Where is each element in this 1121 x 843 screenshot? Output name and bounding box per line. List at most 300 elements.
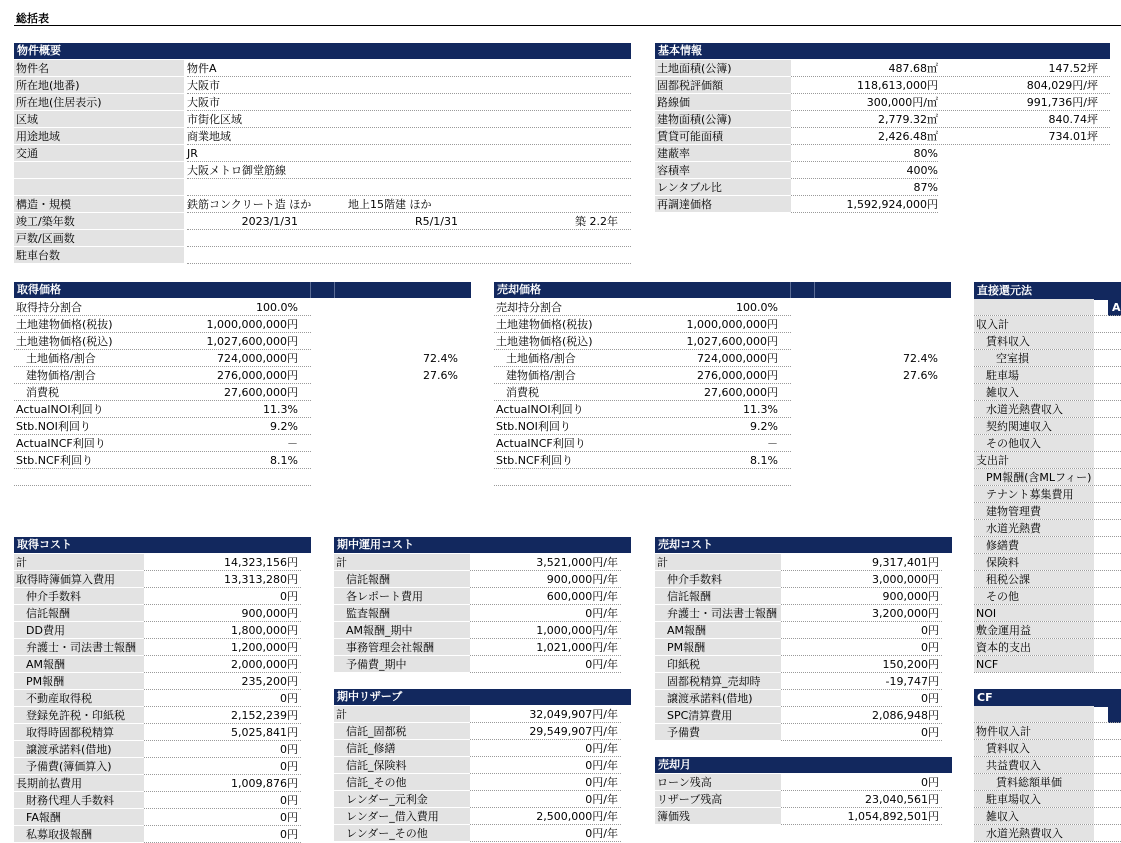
direct-cap-row xyxy=(974,333,1121,350)
acquisition-cost-row xyxy=(14,809,311,826)
acquisition-cost-label: PM報酬 xyxy=(14,673,144,689)
direct-cap-label: テナント募集費用 xyxy=(974,486,1094,502)
sale-price-ratio xyxy=(854,333,938,349)
basic-info-label: 賃貸可能面積 xyxy=(655,128,791,144)
title-divider xyxy=(14,25,1121,26)
acquisition-price-label: 消費税 xyxy=(26,386,59,399)
row-underline xyxy=(470,656,621,673)
row-underline xyxy=(781,808,942,825)
overview-value: 大阪市 xyxy=(187,96,220,109)
sale-cost-label: 弁護士・司法書士報酬 xyxy=(655,605,781,621)
sale-price-row xyxy=(494,333,951,350)
row-underline xyxy=(781,656,942,673)
direct-cap-row xyxy=(974,554,1121,571)
reserve-row xyxy=(334,808,631,825)
overview-value-3: 築 2.2年 xyxy=(575,215,618,228)
reserve-row xyxy=(334,740,631,757)
row-underline xyxy=(974,706,1121,723)
acquisition-cost-row xyxy=(14,758,311,775)
row-underline xyxy=(974,367,1121,384)
cf-label: 賃料収入 xyxy=(974,740,1094,756)
page-title: 総括表 xyxy=(16,12,49,25)
overview-row xyxy=(14,94,631,111)
acquisition-cost-label: 譲渡承諾料(借地) xyxy=(14,741,144,757)
sale-price-label: ActualNOI利回り xyxy=(496,403,584,416)
acquisition-cost-label: 計 xyxy=(14,554,144,570)
direct-cap-label: その他 xyxy=(974,588,1094,604)
sale-cost-row xyxy=(655,690,952,707)
sale-price-ratio: 27.6% xyxy=(903,369,938,382)
row-underline xyxy=(974,639,1121,656)
row-underline xyxy=(187,128,631,145)
row-underline xyxy=(187,179,631,196)
direct-cap-row xyxy=(974,299,1121,316)
sale-cost-label: 譲渡承諾料(借地) xyxy=(655,690,781,706)
acquisition-price-header: 取得価格 xyxy=(14,282,471,298)
acquisition-price-row xyxy=(14,469,471,486)
direct-cap-row xyxy=(974,520,1121,537)
operating-cost-label: 計 xyxy=(334,554,470,570)
sale-cost-label: 計 xyxy=(655,554,781,570)
row-underline xyxy=(144,741,301,758)
overview-label: 所在地(地番) xyxy=(14,77,184,93)
row-underline xyxy=(187,230,631,247)
cf-row xyxy=(974,825,1121,842)
direct-cap-label: 賃料収入 xyxy=(974,333,1094,349)
row-underline xyxy=(974,520,1121,537)
sale-price-ratio xyxy=(854,418,938,434)
basic-info-row xyxy=(655,196,1110,213)
reserve-row xyxy=(334,791,631,808)
basic-info-value-2: 734.01坪 xyxy=(1048,130,1098,143)
sale-price-value: 1,027,600,000円 xyxy=(686,335,778,348)
sale-price-value: 8.1% xyxy=(750,454,778,467)
reserve-value: 0円/年 xyxy=(585,827,618,840)
sale-price-row xyxy=(494,367,951,384)
acquisition-cost-row xyxy=(14,792,311,809)
acquisition-cost-label: 財務代理人手数料 xyxy=(14,792,144,808)
acquisition-cost-label: 取得時固都税精算 xyxy=(14,724,144,740)
basic-info-value: 87% xyxy=(913,181,938,194)
sale-price-value: － xyxy=(767,437,778,450)
direct-cap-label: 雑収入 xyxy=(974,384,1094,400)
row-underline xyxy=(494,367,791,384)
acquisition-price-value: 11.3% xyxy=(263,403,298,416)
operating-cost-label: 信託報酬 xyxy=(334,571,470,587)
acquisition-cost-row xyxy=(14,690,311,707)
sale-price-value: 11.3% xyxy=(743,403,778,416)
sale-price-label: 土地価格/割合 xyxy=(506,352,576,365)
row-underline xyxy=(781,639,942,656)
sale-cost-label: AM報酬 xyxy=(655,622,781,638)
acquisition-price-row xyxy=(14,452,471,469)
cf-label: 物件収入計 xyxy=(974,723,1094,739)
sale-price-row xyxy=(494,384,951,401)
cf-header: CF xyxy=(974,689,1121,707)
row-underline xyxy=(144,775,301,792)
row-underline xyxy=(974,808,1121,825)
basic-info-value-2: 804,029円/坪 xyxy=(1026,79,1098,92)
acquisition-cost-row xyxy=(14,554,311,571)
sale-price-label: ActualNCF利回り xyxy=(496,437,586,450)
sale-month-header: 売却月 xyxy=(655,757,952,773)
direct-cap-label: 修繕費 xyxy=(974,537,1094,553)
sale-price-label: 土地建物価格(税込) xyxy=(496,335,593,348)
overview-label: 構造・規模 xyxy=(14,196,184,212)
row-underline xyxy=(974,723,1121,740)
acquisition-price-ratio xyxy=(374,299,458,315)
sale-cost-row xyxy=(655,724,952,741)
row-underline xyxy=(791,111,1110,128)
operating-cost-row xyxy=(334,554,631,571)
reserve-label: レンダー_元利金 xyxy=(334,791,470,807)
row-underline xyxy=(144,673,301,690)
basic-info-label: 建蔽率 xyxy=(655,145,791,161)
row-underline xyxy=(974,791,1121,808)
sale-month-value: 0円 xyxy=(921,776,939,789)
row-underline xyxy=(144,656,301,673)
basic-info-row xyxy=(655,111,1110,128)
row-underline xyxy=(974,486,1121,503)
basic-info-row xyxy=(655,162,1110,179)
acquisition-price-label: 土地価格/割合 xyxy=(26,352,96,365)
acquisition-price-row xyxy=(14,350,471,367)
acquisition-cost-label: 信託報酬 xyxy=(14,605,144,621)
row-underline xyxy=(781,622,942,639)
sale-price-value: 276,000,000円 xyxy=(697,369,778,382)
header-divider xyxy=(790,282,791,298)
row-underline xyxy=(791,145,938,162)
reserve-value: 29,549,907円/年 xyxy=(529,725,618,738)
cf-label: 共益費収入 xyxy=(974,757,1094,773)
sale-price-row xyxy=(494,418,951,435)
row-underline xyxy=(781,554,942,571)
row-underline xyxy=(187,162,631,179)
overview-label: 物件名 xyxy=(14,60,184,76)
reserve-row xyxy=(334,757,631,774)
operating-cost-row xyxy=(334,605,631,622)
row-underline xyxy=(494,333,791,350)
sale-cost-row xyxy=(655,656,952,673)
basic-info-header: 基本情報 xyxy=(655,43,1110,59)
acquisition-price-ratio xyxy=(374,316,458,332)
sale-price-ratio xyxy=(854,384,938,400)
row-underline xyxy=(144,792,301,809)
acquisition-cost-label: 長期前払費用 xyxy=(14,775,144,791)
acquisition-cost-label: 予備費(簿価算入) xyxy=(14,758,144,774)
basic-info-value-2 xyxy=(945,162,1098,178)
sale-price-value: 1,000,000,000円 xyxy=(686,318,778,331)
row-underline xyxy=(14,333,311,350)
cf-row xyxy=(974,791,1121,808)
direct-cap-row xyxy=(974,571,1121,588)
row-underline xyxy=(781,673,942,690)
overview-row xyxy=(14,60,631,77)
acquisition-cost-value: 2,152,239円 xyxy=(231,709,298,722)
row-underline xyxy=(470,740,621,757)
direct-cap-label: 敷金運用益 xyxy=(974,622,1094,638)
direct-cap-header: 直接還元法 xyxy=(974,282,1121,300)
row-underline xyxy=(470,774,621,791)
basic-info-label: 路線価 xyxy=(655,94,791,110)
acquisition-cost-value: 5,025,841円 xyxy=(231,726,298,739)
row-underline xyxy=(494,401,791,418)
sale-cost-label: 固都税精算_売却時 xyxy=(655,673,781,689)
cf-label: 賃料総額単価 xyxy=(974,774,1094,790)
direct-cap-label: 契約関連収入 xyxy=(974,418,1094,434)
direct-cap-row xyxy=(974,622,1121,639)
row-underline xyxy=(781,605,942,622)
overview-row xyxy=(14,145,631,162)
acquisition-price-value: 8.1% xyxy=(270,454,298,467)
overview-row xyxy=(14,247,631,264)
acquisition-cost-row xyxy=(14,724,311,741)
row-underline xyxy=(470,622,621,639)
operating-cost-value: 1,000,000円/年 xyxy=(536,624,618,637)
overview-value: 大阪市 xyxy=(187,79,220,92)
reserve-row xyxy=(334,774,631,791)
sale-cost-value: 0円 xyxy=(921,624,939,637)
row-underline xyxy=(494,350,791,367)
cf-row xyxy=(974,774,1121,791)
acquisition-cost-value: 14,323,156円 xyxy=(224,556,298,569)
overview-value: JR xyxy=(187,147,198,160)
basic-info-value: 118,613,000円 xyxy=(857,79,938,92)
row-underline xyxy=(781,774,942,791)
basic-info-label: 土地面積(公簿) xyxy=(655,60,791,76)
sale-price-ratio xyxy=(854,316,938,332)
basic-info-row xyxy=(655,60,1110,77)
row-underline xyxy=(781,588,942,605)
row-underline xyxy=(791,77,1110,94)
row-underline xyxy=(791,94,1110,111)
row-underline xyxy=(14,299,311,316)
cf-label: 駐車場収入 xyxy=(974,791,1094,807)
basic-info-value-2 xyxy=(945,196,1098,212)
acquisition-cost-label: 私募取扱報酬 xyxy=(14,826,144,842)
sale-month-value: 23,040,561円 xyxy=(865,793,939,806)
acquisition-cost-value: 0円 xyxy=(280,590,298,603)
acquisition-price-ratio xyxy=(374,469,458,485)
acquisition-price-row xyxy=(14,367,471,384)
reserve-label: 信託_その他 xyxy=(334,774,470,790)
acquisition-price-row xyxy=(14,435,471,452)
overview-label: 区域 xyxy=(14,111,184,127)
row-underline xyxy=(974,757,1121,774)
cf-row xyxy=(974,808,1121,825)
row-underline xyxy=(470,639,621,656)
acquisition-price-row xyxy=(14,299,471,316)
overview-value: 物件A xyxy=(187,62,217,75)
row-underline xyxy=(187,77,631,94)
acquisition-price-row xyxy=(14,418,471,435)
basic-info-value: 1,592,924,000円 xyxy=(846,198,938,211)
sale-price-label: 消費税 xyxy=(506,386,539,399)
sale-price-label: 売却持分割合 xyxy=(496,301,562,314)
direct-cap-row xyxy=(974,367,1121,384)
row-underline xyxy=(470,571,621,588)
overview-row xyxy=(14,230,631,247)
row-underline xyxy=(470,825,621,842)
row-underline xyxy=(791,179,938,196)
acquisition-price-row xyxy=(14,384,471,401)
row-underline xyxy=(974,825,1121,842)
direct-cap-row xyxy=(974,401,1121,418)
row-underline xyxy=(781,690,942,707)
acquisition-cost-label: DD費用 xyxy=(14,622,144,638)
sale-price-ratio xyxy=(854,299,938,315)
acquisition-cost-value: 900,000円 xyxy=(241,607,298,620)
sale-price-row xyxy=(494,452,951,469)
reserve-label: 信託_保険料 xyxy=(334,757,470,773)
acquisition-price-value: 276,000,000円 xyxy=(217,369,298,382)
direct-cap-row xyxy=(974,537,1121,554)
row-underline xyxy=(494,435,791,452)
basic-info-label: レンタブル比 xyxy=(655,179,791,195)
operating-cost-row xyxy=(334,588,631,605)
direct-cap-row xyxy=(974,588,1121,605)
overview-row xyxy=(14,179,631,196)
sale-price-row xyxy=(494,469,951,486)
sale-cost-value: 9,317,401円 xyxy=(872,556,939,569)
basic-info-value: 2,426.48㎡ xyxy=(878,130,938,143)
reserve-label: 信託_固都税 xyxy=(334,723,470,739)
overview-label: 竣工/築年数 xyxy=(14,213,184,229)
overview-value-2: 地上15階建 ほか xyxy=(348,198,432,211)
row-underline xyxy=(144,690,301,707)
operating-cost-value: 600,000円/年 xyxy=(546,590,618,603)
acquisition-price-label: Stb.NCF利回り xyxy=(16,454,94,467)
sale-price-value: 724,000,000円 xyxy=(697,352,778,365)
operating-cost-row xyxy=(334,622,631,639)
direct-cap-label: 支出計 xyxy=(974,452,1094,468)
acquisition-cost-value: 235,200円 xyxy=(241,675,298,688)
basic-info-label: 建物面積(公簿) xyxy=(655,111,791,127)
operating-cost-row xyxy=(334,639,631,656)
row-underline xyxy=(494,299,791,316)
acquisition-price-value: 1,000,000,000円 xyxy=(206,318,298,331)
direct-cap-label: 保険料 xyxy=(974,554,1094,570)
row-underline xyxy=(144,809,301,826)
row-underline xyxy=(974,605,1121,622)
acquisition-price-ratio xyxy=(374,452,458,468)
overview-value: 2023/1/31 xyxy=(241,215,298,228)
acquisition-price-value: 9.2% xyxy=(270,420,298,433)
basic-info-value: 80% xyxy=(913,147,938,160)
row-underline xyxy=(974,435,1121,452)
acquisition-cost-value: 0円 xyxy=(280,794,298,807)
acquisition-price-label: 土地建物価格(税抜) xyxy=(16,318,113,331)
overview-label: 駐車台数 xyxy=(14,247,184,263)
row-underline xyxy=(144,571,301,588)
sale-cost-value: 0円 xyxy=(921,726,939,739)
header-divider xyxy=(334,282,335,298)
acquisition-price-ratio xyxy=(374,333,458,349)
acquisition-price-ratio xyxy=(374,418,458,434)
row-underline xyxy=(470,791,621,808)
row-underline xyxy=(470,706,621,723)
operating-cost-header: 期中運用コスト xyxy=(334,537,631,553)
direct-cap-row xyxy=(974,384,1121,401)
row-underline xyxy=(974,452,1121,469)
direct-cap-label: 租税公課 xyxy=(974,571,1094,587)
sale-price-ratio xyxy=(854,452,938,468)
direct-cap-label: PM報酬(含MLフィー) xyxy=(974,469,1094,485)
row-underline xyxy=(974,401,1121,418)
acquisition-price-label: Stb.NOI利回り xyxy=(16,420,91,433)
acquisition-cost-value: 1,800,000円 xyxy=(231,624,298,637)
sale-cost-label: SPC清算費用 xyxy=(655,707,781,723)
sale-cost-label: 予備費 xyxy=(655,724,781,740)
acquisition-price-ratio xyxy=(374,384,458,400)
direct-cap-label: 空室損 xyxy=(974,350,1094,366)
row-underline xyxy=(974,537,1121,554)
operating-cost-value: 1,021,000円/年 xyxy=(536,641,618,654)
direct-cap-row xyxy=(974,350,1121,367)
row-underline xyxy=(144,639,301,656)
sale-cost-row xyxy=(655,707,952,724)
acquisition-cost-value: 1,200,000円 xyxy=(231,641,298,654)
acquisition-cost-row xyxy=(14,707,311,724)
row-underline xyxy=(14,350,311,367)
sale-cost-value: 3,000,000円 xyxy=(872,573,939,586)
sale-cost-value: 150,200円 xyxy=(882,658,939,671)
sale-price-ratio: 72.4% xyxy=(903,352,938,365)
operating-cost-value: 900,000円/年 xyxy=(546,573,618,586)
sale-cost-label: PM報酬 xyxy=(655,639,781,655)
acquisition-price-value: － xyxy=(287,437,298,450)
sale-price-value: 100.0% xyxy=(736,301,778,314)
row-underline xyxy=(791,60,1110,77)
basic-info-value-2 xyxy=(945,179,1098,195)
row-underline xyxy=(187,111,631,128)
sale-price-row xyxy=(494,435,951,452)
row-underline xyxy=(974,622,1121,639)
direct-cap-label: 収入計 xyxy=(974,316,1094,332)
sale-cost-label: 仲介手数料 xyxy=(655,571,781,587)
row-underline xyxy=(974,350,1121,367)
row-underline xyxy=(494,452,791,469)
sale-cost-row xyxy=(655,673,952,690)
sale-month-label: 簿価残 xyxy=(655,808,781,824)
acquisition-price-ratio: 27.6% xyxy=(423,369,458,382)
row-underline xyxy=(974,384,1121,401)
header-divider xyxy=(814,282,815,298)
sale-cost-label: 印紙税 xyxy=(655,656,781,672)
reserve-header: 期中リザーブ xyxy=(334,689,631,705)
operating-cost-value: 0円/年 xyxy=(585,607,618,620)
sale-price-label: 建物価格/割合 xyxy=(506,369,576,382)
row-underline xyxy=(470,757,621,774)
acquisition-cost-label: 弁護士・司法書士報酬 xyxy=(14,639,144,655)
direct-cap-label: 水道光熱費 xyxy=(974,520,1094,536)
reserve-label: 計 xyxy=(334,706,470,722)
row-underline xyxy=(14,401,311,418)
acquisition-price-label: 取得持分割合 xyxy=(16,301,82,314)
cf-row xyxy=(974,706,1121,723)
acquisition-cost-value: 0円 xyxy=(280,811,298,824)
acquisition-price-value: 724,000,000円 xyxy=(217,352,298,365)
acquisition-cost-row xyxy=(14,605,311,622)
header-divider xyxy=(310,282,311,298)
reserve-label: 信託_修繕 xyxy=(334,740,470,756)
sale-cost-row xyxy=(655,588,952,605)
direct-cap-label: NCF xyxy=(974,656,1094,672)
direct-cap-row xyxy=(974,469,1121,486)
acquisition-cost-header: 取得コスト xyxy=(14,537,311,553)
row-underline xyxy=(187,60,631,77)
overview-value: 鉄筋コンクリート造 ほか xyxy=(187,198,312,211)
